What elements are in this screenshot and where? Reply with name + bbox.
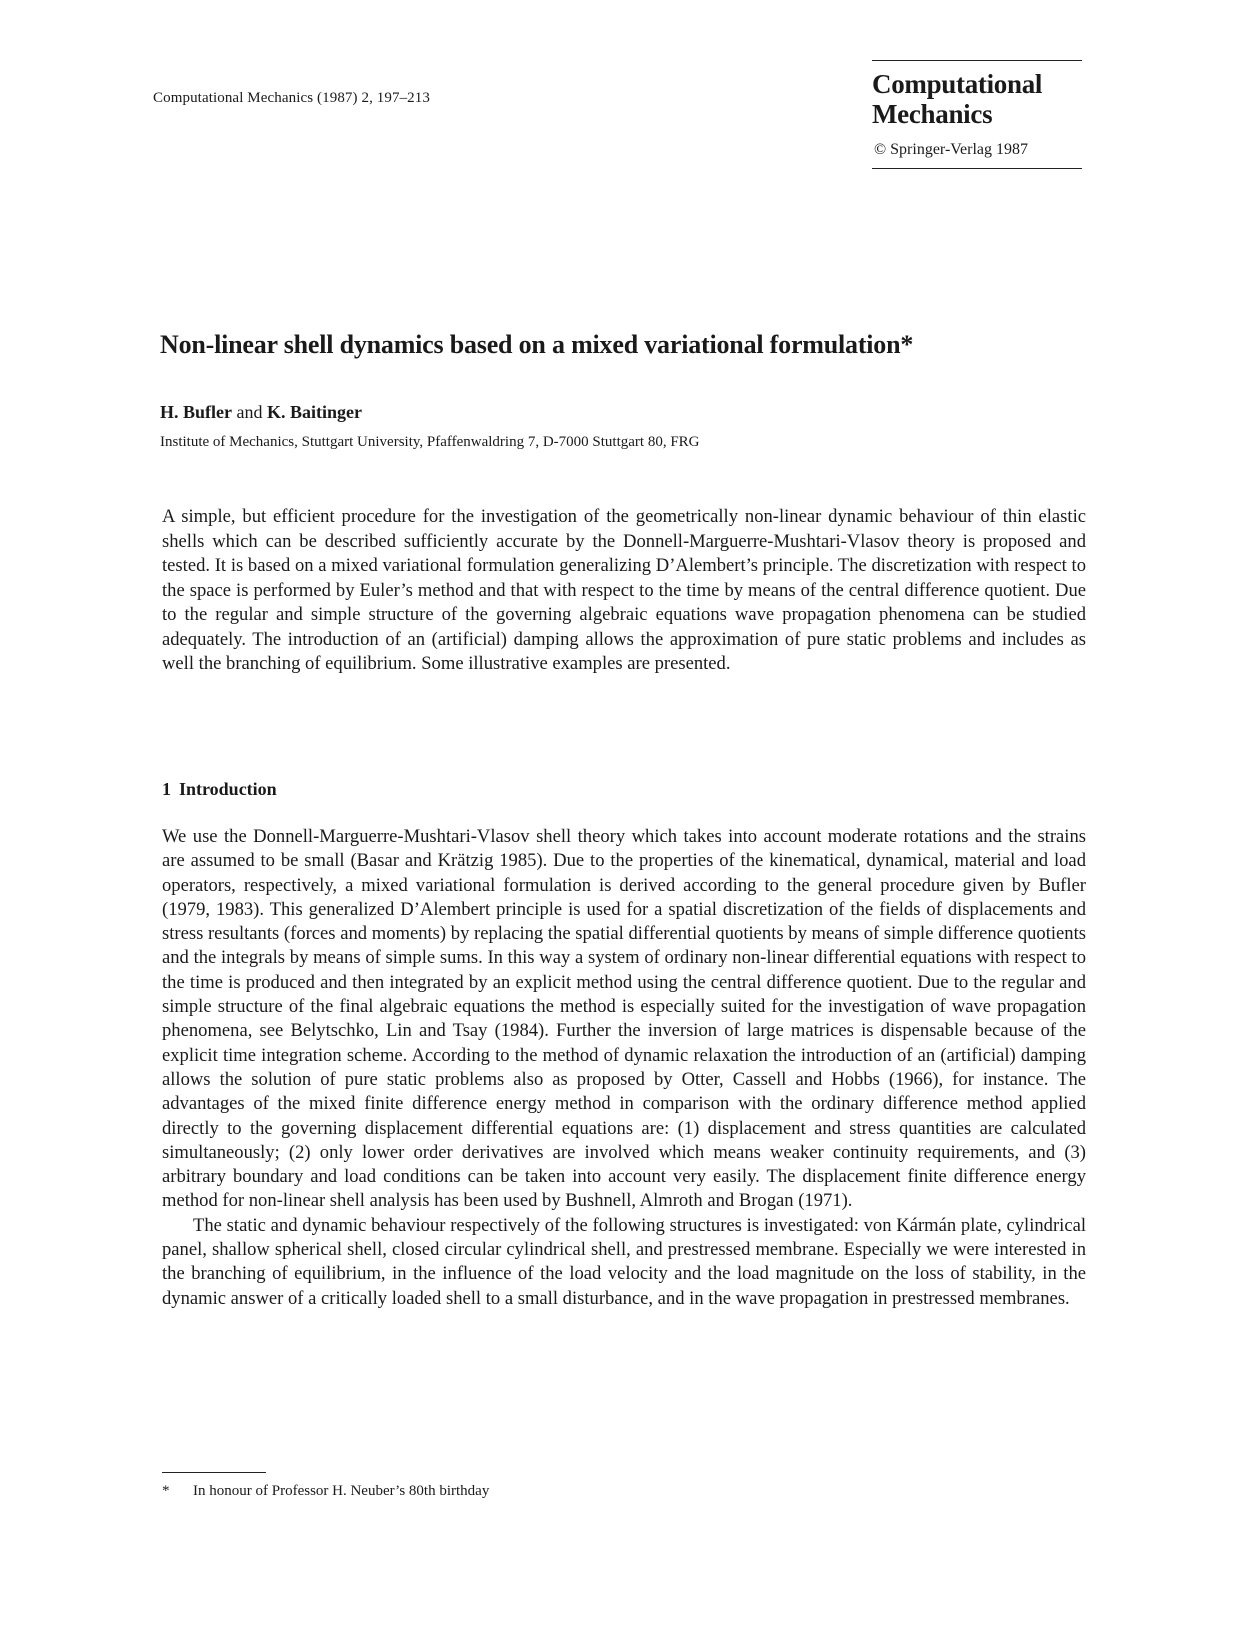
paper-title: Non-linear shell dynamics based on a mixed variational formulation* [160, 330, 914, 359]
journal-masthead [872, 60, 1082, 169]
introduction-body [162, 825, 1086, 1311]
abstract: A simple, but efficient procedure for the investigation of the geometrically non-linear dynamic behaviour of thin elastic shells which can be described sufficiently accurate by the Donnell-Marguerre-Mushtari-Vlasov theory is proposed and tested. It is based on a mixed variational formulation generalizing D’Alembert’s principle. The discretization with respect to the space is performed by Euler’s method and that with respect to the time by means of the central difference quotient. Due to the regular and simple structure of the governing algebraic equations wave propagation phenomena can be studied adequately. The introduction of an (artificial) damping allows the approximation of pure static problems and includes as well the branching of equilibrium. Some illustrative examples are presented. [162, 506, 1086, 674]
masthead-bottom-rule [872, 168, 1082, 169]
footnote [162, 1483, 489, 1500]
affiliation: Institute of Mechanics, Stuttgart University, Pfaffenwaldring 7, D-7000 Stuttgart 80, FRG [160, 434, 700, 450]
author-2: K. Baitinger [267, 402, 362, 422]
masthead-top-rule [872, 60, 1082, 61]
introduction-paragraph-2: The static and dynamic behaviour respectively of the following structures is investigated: von Kármán plate, cylindrical panel, shallow spherical shell, closed circular cylindrical shell, and prestressed membrane. Especially we were interested in the branching of equilibrium, in the influence of the load velocity and the load magnitude on the loss of stability, in the dynamic answer of a critically loaded shell to a small disturbance, and in the wave propagation in prestressed membranes. [162, 1214, 1086, 1309]
citation-line: Computational Mechanics (1987) 2, 197–213 [153, 90, 430, 106]
copyright-notice: © Springer-Verlag 1987 [874, 141, 1029, 158]
journal-name-line1: Computational [872, 69, 1043, 99]
footnote-text: In honour of Professor H. Neuber’s 80th birthday [193, 1483, 490, 1499]
journal-name-line2: Mechanics [872, 99, 993, 129]
footnote-mark: * [162, 1483, 170, 1499]
author-conjunction: and [236, 402, 263, 422]
author-line [160, 402, 362, 423]
footnote-divider [162, 1472, 266, 1473]
journal-name [872, 69, 1082, 129]
author-1: H. Bufler [160, 402, 232, 422]
section-title: Introduction [179, 779, 277, 799]
section-heading-introduction [162, 779, 277, 800]
introduction-paragraph-1: We use the Donnell-Marguerre-Mushtari-Vlasov shell theory which takes into account moderate rotations and the strains are assumed to be small (Basar and Krätzig 1985). Due to the properties of the kinematical, dynamical, material and load operators, respectively, a mixed variational formulation is derived according to the general procedure given by Bufler (1979, 1983). This generalized D’Alembert principle is used for a spatial discretization of the fields of displacements and stress resultants (forces and moments) by replacing the spatial differential quotients by means of simple difference quotients and the integrals by means of simple sums. In this way a system of ordinary non-linear differential equations with respect to the time is produced and then integrated by an explicit method using the central difference quotient. Due to the regular and simple structure of the final algebraic equations the method is especially suited for the investigation of wave propagation phenomena, see Belytschko, Lin and Tsay (1984). Further the inversion of large matrices is dispensable because of the explicit time integration scheme. According to the method of dynamic relaxation the introduction of an (artificial) damping allows the solution of pure static problems also as proposed by Otter, Cassell and Hobbs (1966), for instance. The advantages of the mixed finite difference energy method in comparison with the ordinary difference method applied directly to the governing displacement differential equations are: (1) displacement and stress quantities are calculated simultaneously; (2) only lower order derivatives are involved which means weaker continuity requirements, and (3) arbitrary boundary and load conditions can be taken into account very easily. The displacement finite difference energy method for non-linear shell analysis has been used by Bushnell, Almroth and Brogan (1971). [162, 826, 1086, 1212]
section-number: 1 [162, 779, 171, 799]
